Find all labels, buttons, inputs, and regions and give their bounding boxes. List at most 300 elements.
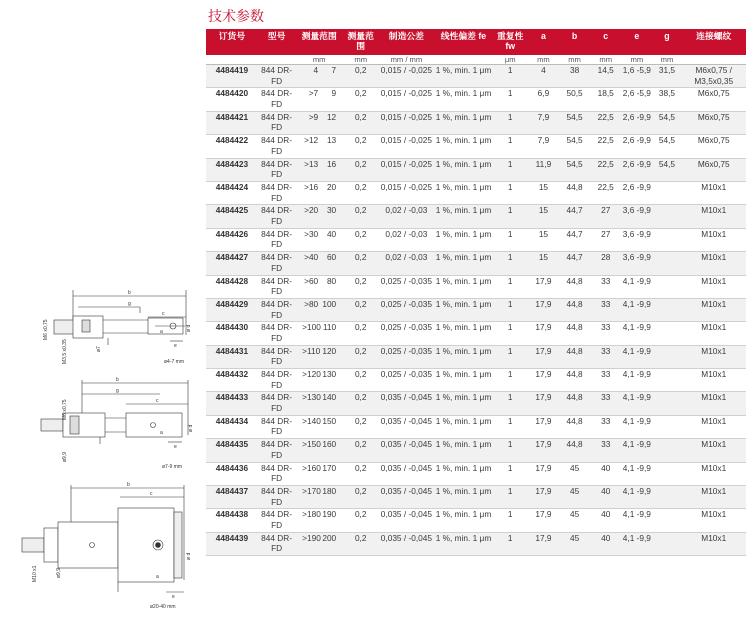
cell-range: [295, 158, 343, 181]
cell-res: 0,2: [343, 369, 378, 392]
cell-conn: M10x1: [681, 205, 746, 228]
cell-range: [295, 111, 343, 134]
cell-model: 844 DR-FD: [258, 298, 295, 321]
cell-a: 11,9: [528, 158, 559, 181]
cell-order: 4484433: [206, 392, 258, 415]
drawing-small-probe: [54, 290, 186, 345]
cell-conn: M6x0,75: [681, 135, 746, 158]
spec-table: [206, 29, 746, 556]
cell-range: [295, 275, 343, 298]
cell-res: 0,2: [343, 135, 378, 158]
cell-tol: 0,02 / -0,03: [378, 252, 434, 275]
cell-res: 0,2: [343, 65, 378, 88]
d2-label-g: g: [116, 388, 119, 394]
cell-range: [295, 252, 343, 275]
cell-g: [652, 345, 681, 368]
d2-dia2: ø d: [188, 424, 194, 432]
cell-model: 844 DR-FD: [258, 252, 295, 275]
cell-e: 2,6 -5,9: [621, 88, 652, 111]
cell-range: [295, 392, 343, 415]
cell-conn: M10x1: [681, 181, 746, 204]
cell-range: [295, 345, 343, 368]
cell-tol: 0,035 / -0,045: [378, 532, 434, 555]
cell-range: [295, 509, 343, 532]
table-row: [206, 158, 746, 181]
cell-g: [652, 462, 681, 485]
cell-rep: 1: [493, 345, 528, 368]
range-to: 130: [322, 369, 337, 380]
d2-label-c: c: [156, 398, 159, 404]
range-from: >150: [302, 439, 321, 450]
cell-order: 4484434: [206, 415, 258, 438]
cell-e: 3,6 -9,9: [621, 205, 652, 228]
unit-cell: mm: [295, 55, 343, 65]
unit-cell: [434, 55, 492, 65]
cell-a: 17,9: [528, 532, 559, 555]
cell-lin: 1 %, min. 1 μm: [434, 111, 492, 134]
cell-c: 33: [590, 322, 621, 345]
range-to: 160: [322, 439, 337, 450]
cell-tol: 0,035 / -0,045: [378, 439, 434, 462]
d2-label-e: e: [174, 444, 177, 450]
cell-rep: 1: [493, 486, 528, 509]
range-to: 16: [326, 158, 337, 169]
cell-res: 0,2: [343, 228, 378, 251]
cell-b: 45: [559, 509, 590, 532]
cell-b: 44,8: [559, 275, 590, 298]
cell-lin: 1 %, min. 1 μm: [434, 415, 492, 438]
cell-b: 44,7: [559, 205, 590, 228]
cell-range: [295, 181, 343, 204]
cell-lin: 1 %, min. 1 μm: [434, 205, 492, 228]
cell-a: 15: [528, 205, 559, 228]
cell-conn: M10x1: [681, 462, 746, 485]
range-from: >100: [302, 322, 321, 333]
cell-a: 17,9: [528, 275, 559, 298]
cell-order: 4484435: [206, 439, 258, 462]
cell-res: 0,2: [343, 392, 378, 415]
cell-conn: M6x0,75: [681, 111, 746, 134]
cell-tol: 0,02 / -0,03: [378, 228, 434, 251]
table-row: [206, 345, 746, 368]
cell-tol: 0,025 / -0,035: [378, 369, 434, 392]
cell-res: 0,2: [343, 252, 378, 275]
cell-a: 17,9: [528, 486, 559, 509]
cell-c: 22,5: [590, 158, 621, 181]
cell-e: 2,6 -9,9: [621, 135, 652, 158]
header-repeatability: 重复性 fw: [493, 29, 528, 55]
table-row: [206, 135, 746, 158]
cell-range: [295, 65, 343, 88]
cell-c: 40: [590, 462, 621, 485]
table-row: [206, 275, 746, 298]
cell-rep: 1: [493, 532, 528, 555]
range-to: 9: [331, 88, 337, 99]
cell-a: 15: [528, 181, 559, 204]
cell-e: 4,1 -9,9: [621, 532, 652, 555]
cell-e: 4,1 -9,9: [621, 369, 652, 392]
cell-a: 15: [528, 228, 559, 251]
cell-b: 44,7: [559, 228, 590, 251]
cell-conn: M10x1: [681, 392, 746, 415]
range-from: 4: [313, 65, 319, 75]
cell-e: 4,1 -9,9: [621, 462, 652, 485]
cell-conn: M10x1: [681, 509, 746, 532]
cell-rep: 1: [493, 88, 528, 111]
cell-g: [652, 415, 681, 438]
cell-model: 844 DR-FD: [258, 462, 295, 485]
cell-order: 4484432: [206, 369, 258, 392]
unit-cell: mm: [652, 55, 681, 65]
cell-tol: 0,035 / -0,045: [378, 486, 434, 509]
cell-e: 4,1 -9,9: [621, 439, 652, 462]
cell-b: 44,8: [559, 345, 590, 368]
unit-cell: [681, 55, 746, 65]
d1-label-b: b: [128, 290, 131, 296]
range-from: >12: [304, 135, 319, 146]
cell-e: 4,1 -9,9: [621, 392, 652, 415]
cell-range: [295, 135, 343, 158]
unit-cell: mm / mm: [378, 55, 434, 65]
d3-thread: M10 x1: [32, 565, 38, 582]
cell-c: 33: [590, 439, 621, 462]
cell-order: 4484437: [206, 486, 258, 509]
table-row: [206, 392, 746, 415]
range-from: >9: [308, 111, 319, 122]
cell-b: 45: [559, 462, 590, 485]
cell-e: 2,6 -9,9: [621, 111, 652, 134]
cell-b: 44,8: [559, 181, 590, 204]
header-a: a: [528, 29, 559, 55]
drawing-large-probe: [22, 485, 184, 592]
cell-c: 18,5: [590, 88, 621, 111]
cell-c: 33: [590, 392, 621, 415]
cell-g: 31,5: [652, 65, 681, 88]
cell-conn: M10x1: [681, 415, 746, 438]
d2-dia: ø9,9: [62, 451, 68, 462]
range-from: >190: [302, 532, 321, 543]
cell-rep: 1: [493, 415, 528, 438]
cell-c: 22,5: [590, 135, 621, 158]
cell-model: 844 DR-FD: [258, 392, 295, 415]
cell-order: 4484430: [206, 322, 258, 345]
d3-label-e: e: [172, 594, 175, 600]
cell-order: 4484425: [206, 205, 258, 228]
range-to: 12: [326, 111, 337, 122]
cell-tol: 0,025 / -0,035: [378, 345, 434, 368]
header-range: 测量范围: [295, 29, 343, 55]
cell-lin: 1 %, min. 1 μm: [434, 298, 492, 321]
d1-label-g: g: [128, 301, 131, 307]
cell-tol: 0,025 / -0,035: [378, 298, 434, 321]
range-to: 120: [322, 345, 337, 356]
cell-c: 33: [590, 415, 621, 438]
cell-a: 17,9: [528, 509, 559, 532]
cell-conn: M10x1: [681, 252, 746, 275]
cell-res: 0,2: [343, 486, 378, 509]
d3-label-b: b: [127, 482, 130, 488]
cell-model: 844 DR-FD: [258, 275, 295, 298]
cell-e: 2,6 -9,9: [621, 181, 652, 204]
range-to: 110: [322, 322, 337, 333]
cell-rep: 1: [493, 228, 528, 251]
cell-b: 44,8: [559, 415, 590, 438]
cell-lin: 1 %, min. 1 μm: [434, 158, 492, 181]
cell-g: [652, 392, 681, 415]
d2-caption: ø7-9 mm: [162, 464, 182, 470]
range-from: >170: [302, 486, 321, 497]
cell-rep: 1: [493, 298, 528, 321]
d1-dia2: ø d: [186, 324, 192, 332]
cell-e: 4,1 -9,9: [621, 275, 652, 298]
cell-g: [652, 439, 681, 462]
cell-res: 0,2: [343, 181, 378, 204]
cell-a: 7,9: [528, 111, 559, 134]
cell-lin: 1 %, min. 1 μm: [434, 532, 492, 555]
cell-conn: M10x1: [681, 298, 746, 321]
table-row: [206, 298, 746, 321]
cell-res: 0,2: [343, 415, 378, 438]
cell-c: 22,5: [590, 181, 621, 204]
table-row: [206, 462, 746, 485]
cell-conn: M10x1: [681, 532, 746, 555]
cell-model: 844 DR-FD: [258, 111, 295, 134]
cell-c: 40: [590, 509, 621, 532]
cell-tol: 0,035 / -0,045: [378, 415, 434, 438]
d3-caption: ø20-40 mm: [150, 604, 176, 610]
range-from: >180: [302, 509, 321, 520]
range-to: 190: [322, 509, 337, 520]
cell-res: 0,2: [343, 532, 378, 555]
range-to: 7: [331, 65, 337, 75]
cell-range: [295, 205, 343, 228]
cell-tol: 0,035 / -0,045: [378, 509, 434, 532]
cell-lin: 1 %, min. 1 μm: [434, 462, 492, 485]
table-row: [206, 111, 746, 134]
cell-rep: 1: [493, 111, 528, 134]
table-row: [206, 181, 746, 204]
header-model: 型号: [258, 29, 295, 55]
cell-range: [295, 415, 343, 438]
cell-tol: 0,035 / -0,045: [378, 392, 434, 415]
header-row: [206, 29, 746, 55]
cell-b: 45: [559, 532, 590, 555]
table-row: [206, 205, 746, 228]
cell-b: 50,5: [559, 88, 590, 111]
cell-model: 844 DR-FD: [258, 158, 295, 181]
cell-order: 4484423: [206, 158, 258, 181]
cell-a: 17,9: [528, 462, 559, 485]
cell-g: 38,5: [652, 88, 681, 111]
cell-b: 44,8: [559, 298, 590, 321]
page-title: 技术参数: [208, 8, 264, 24]
d1-label-a: a: [160, 329, 163, 335]
range-to: 80: [326, 275, 337, 286]
cell-res: 0,2: [343, 88, 378, 111]
range-to: 170: [322, 462, 337, 473]
table-row: [206, 252, 746, 275]
cell-b: 54,5: [559, 158, 590, 181]
cell-g: [652, 298, 681, 321]
cell-range: [295, 439, 343, 462]
cell-model: 844 DR-FD: [258, 532, 295, 555]
cell-b: 44,8: [559, 322, 590, 345]
cell-a: 17,9: [528, 369, 559, 392]
cell-conn: M6x0,75 / M3,5x0,35: [681, 65, 746, 88]
cell-e: 4,1 -9,9: [621, 509, 652, 532]
cell-conn: M10x1: [681, 228, 746, 251]
d2-label-a: a: [160, 430, 163, 436]
table-row: [206, 322, 746, 345]
cell-e: 3,6 -9,9: [621, 228, 652, 251]
cell-a: 17,9: [528, 345, 559, 368]
cell-rep: 1: [493, 135, 528, 158]
cell-a: 17,9: [528, 439, 559, 462]
cell-res: 0,2: [343, 205, 378, 228]
cell-c: 40: [590, 486, 621, 509]
cell-e: 2,6 -9,9: [621, 158, 652, 181]
header-range2: 测量范围: [343, 29, 378, 55]
cell-rep: 1: [493, 275, 528, 298]
table-row: [206, 486, 746, 509]
cell-res: 0,2: [343, 509, 378, 532]
cell-rep: 1: [493, 392, 528, 415]
cell-rep: 1: [493, 252, 528, 275]
unit-cell: [206, 55, 258, 65]
cell-lin: 1 %, min. 1 μm: [434, 135, 492, 158]
cell-order: 4484422: [206, 135, 258, 158]
spec-table-body: [206, 65, 746, 556]
cell-rep: 1: [493, 369, 528, 392]
cell-rep: 1: [493, 205, 528, 228]
cell-lin: 1 %, min. 1 μm: [434, 392, 492, 415]
range-to: 13: [326, 135, 337, 146]
cell-range: [295, 369, 343, 392]
cell-order: 4484424: [206, 181, 258, 204]
cell-e: 1,6 -5,9: [621, 65, 652, 88]
table-row: [206, 228, 746, 251]
cell-conn: M10x1: [681, 275, 746, 298]
cell-order: 4484429: [206, 298, 258, 321]
range-to: 20: [326, 181, 337, 192]
header-g: g: [652, 29, 681, 55]
range-to: 60: [326, 252, 337, 263]
range-from: >30: [304, 228, 319, 239]
cell-model: 844 DR-FD: [258, 205, 295, 228]
range-to: 100: [322, 298, 337, 309]
cell-tol: 0,015 / -0,025: [378, 111, 434, 134]
units-row: [206, 55, 746, 65]
cell-res: 0,2: [343, 462, 378, 485]
cell-model: 844 DR-FD: [258, 65, 295, 88]
unit-cell: mm: [590, 55, 621, 65]
cell-b: 45: [559, 486, 590, 509]
cell-g: [652, 532, 681, 555]
cell-lin: 1 %, min. 1 μm: [434, 181, 492, 204]
cell-g: [652, 228, 681, 251]
cell-model: 844 DR-FD: [258, 322, 295, 345]
cell-lin: 1 %, min. 1 μm: [434, 509, 492, 532]
unit-cell: mm: [528, 55, 559, 65]
cell-e: 4,1 -9,9: [621, 298, 652, 321]
cell-c: 33: [590, 298, 621, 321]
header-connection: 连接螺纹: [681, 29, 746, 55]
cell-e: 4,1 -9,9: [621, 322, 652, 345]
header-tolerance: 制造公差: [378, 29, 434, 55]
cell-model: 844 DR-FD: [258, 415, 295, 438]
cell-order: 4484421: [206, 111, 258, 134]
cell-g: 54,5: [652, 135, 681, 158]
cell-g: 54,5: [652, 111, 681, 134]
cell-model: 844 DR-FD: [258, 88, 295, 111]
cell-a: 4: [528, 65, 559, 88]
cell-tol: 0,015 / -0,025: [378, 88, 434, 111]
cell-range: [295, 88, 343, 111]
cell-tol: 0,025 / -0,035: [378, 275, 434, 298]
unit-cell: mm: [621, 55, 652, 65]
cell-lin: 1 %, min. 1 μm: [434, 275, 492, 298]
cell-model: 844 DR-FD: [258, 345, 295, 368]
range-from: >120: [302, 369, 321, 380]
cell-b: 44,7: [559, 252, 590, 275]
d3-dia2: ø d: [186, 552, 192, 560]
cell-res: 0,2: [343, 158, 378, 181]
cell-rep: 1: [493, 181, 528, 204]
cell-order: 4484420: [206, 88, 258, 111]
cell-e: 4,1 -9,9: [621, 345, 652, 368]
cell-lin: 1 %, min. 1 μm: [434, 88, 492, 111]
cell-order: 4484431: [206, 345, 258, 368]
cell-model: 844 DR-FD: [258, 135, 295, 158]
cell-order: 4484436: [206, 462, 258, 485]
cell-tol: 0,015 / -0,025: [378, 158, 434, 181]
range-to: 30: [326, 205, 337, 216]
range-from: >80: [304, 298, 319, 309]
cell-a: 17,9: [528, 392, 559, 415]
d1-caption: ø4-7 mm: [164, 359, 184, 365]
cell-range: [295, 486, 343, 509]
cell-rep: 1: [493, 509, 528, 532]
cell-g: [652, 181, 681, 204]
d3-label-c: c: [150, 491, 153, 497]
cell-range: [295, 322, 343, 345]
cell-b: 44,8: [559, 392, 590, 415]
cell-lin: 1 %, min. 1 μm: [434, 322, 492, 345]
cell-model: 844 DR-FD: [258, 181, 295, 204]
range-from: >16: [304, 181, 319, 192]
d1-thread2: M3,5 x0,35: [62, 339, 68, 364]
cell-model: 844 DR-FD: [258, 228, 295, 251]
table-row: [206, 439, 746, 462]
cell-a: 17,9: [528, 415, 559, 438]
cell-conn: M10x1: [681, 439, 746, 462]
unit-cell: mm: [343, 55, 378, 65]
table-row: [206, 369, 746, 392]
cell-conn: M10x1: [681, 322, 746, 345]
cell-c: 22,5: [590, 111, 621, 134]
header-c: c: [590, 29, 621, 55]
cell-res: 0,2: [343, 439, 378, 462]
cell-c: 27: [590, 228, 621, 251]
cell-range: [295, 298, 343, 321]
cell-b: 54,5: [559, 135, 590, 158]
cell-res: 0,2: [343, 345, 378, 368]
unit-cell: mm: [559, 55, 590, 65]
cell-conn: M10x1: [681, 486, 746, 509]
range-from: >20: [304, 205, 319, 216]
range-from: >110: [302, 345, 321, 356]
table-row: [206, 65, 746, 88]
